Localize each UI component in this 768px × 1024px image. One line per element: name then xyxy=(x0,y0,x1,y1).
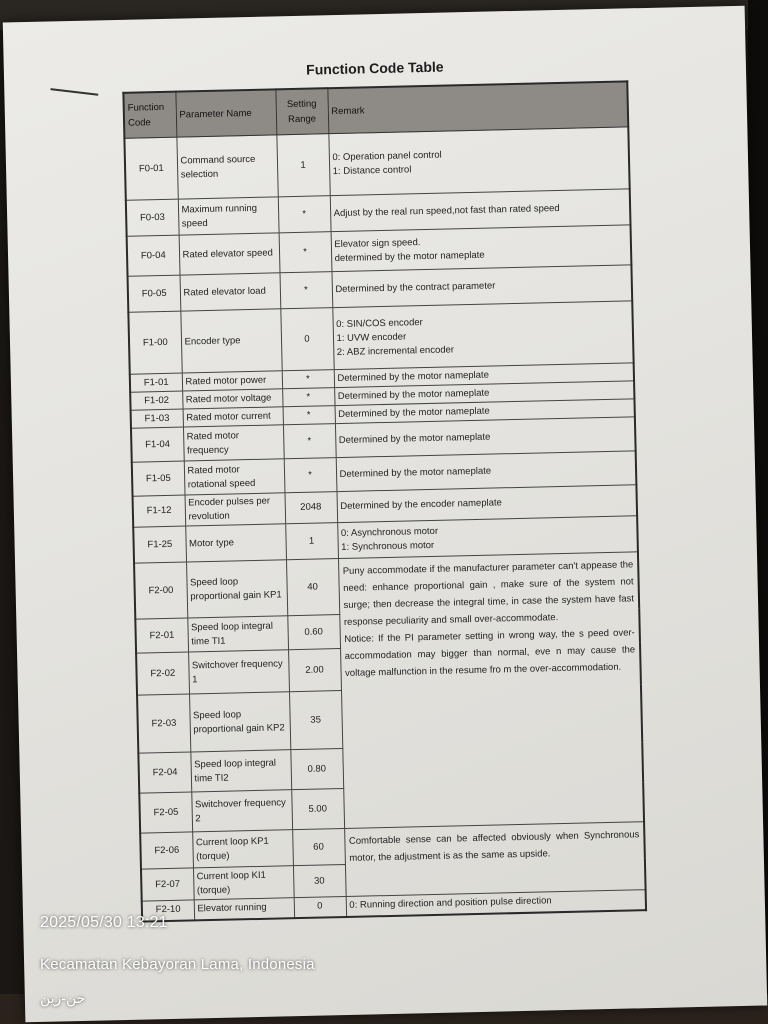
setting-range-cell: * xyxy=(282,388,334,407)
parameter-name-cell: Rated motor rotational speed xyxy=(184,459,285,495)
setting-range-cell: * xyxy=(284,458,337,493)
remark-line: 1: UVW encoder xyxy=(336,330,407,344)
remark-line: Determined by the motor nameplate xyxy=(337,387,490,402)
remark-line: Determined by the motor nameplate xyxy=(339,465,492,480)
function-code-cell: F1-25 xyxy=(133,526,186,563)
function-code-cell: F1-00 xyxy=(128,311,181,374)
setting-range-cell: * xyxy=(283,424,336,459)
function-code-cell: F0-05 xyxy=(128,275,181,312)
function-code-cell: F0-04 xyxy=(127,235,180,276)
remark-line: Determined by the motor nameplate xyxy=(338,431,491,446)
remark-cell: 0: Running direction and position pulse direction xyxy=(346,890,646,917)
function-code-cell: F1-02 xyxy=(130,391,182,410)
parameter-name-cell: Rated motor power xyxy=(182,371,282,391)
parameter-name-cell: Current loop KI1 (torque) xyxy=(193,866,294,900)
setting-range-cell: * xyxy=(280,272,333,309)
function-code-table xyxy=(122,80,647,922)
parameter-name-cell: Current loop KP1 (torque) xyxy=(192,830,293,868)
function-code-cell: F2-05 xyxy=(139,792,192,833)
function-code-cell: F2-02 xyxy=(136,652,189,695)
parameter-name-cell: Encoder type xyxy=(180,309,281,373)
current-remark-cell: Comfortable sense can be affected obviously when Synchronous motor, the adjustment is as the same as upside. xyxy=(344,822,645,897)
header-function-code: Function Code xyxy=(123,92,176,139)
header-parameter-name: Parameter Name xyxy=(175,89,276,137)
setting-range-cell: 30 xyxy=(293,864,346,897)
function-code-cell: F0-01 xyxy=(124,137,177,200)
parameter-name-cell: Maximum running speed xyxy=(178,197,279,235)
remark-line: 1: Distance control xyxy=(332,163,412,177)
function-code-cell: F1-12 xyxy=(133,495,186,527)
table-row xyxy=(134,552,639,619)
parameter-name-cell: Command source selection xyxy=(176,135,277,199)
setting-range-cell: 1 xyxy=(285,523,338,560)
function-code-cell: F0-03 xyxy=(126,199,179,236)
watermark-datetime: 2025/05/30 13:21 xyxy=(40,914,168,931)
remark-line: 1: Synchronous motor xyxy=(341,539,435,553)
header-remark: Remark xyxy=(327,81,628,133)
remark-cell xyxy=(328,127,629,196)
function-code-cell: F1-01 xyxy=(130,373,182,392)
remark-line: Determined by the motor nameplate xyxy=(338,405,490,420)
parameter-name-cell: Rated elevator load xyxy=(180,273,281,311)
remark-line: 0: Asynchronous motor xyxy=(340,525,439,539)
setting-range-cell: * xyxy=(282,370,334,389)
table-row xyxy=(128,301,633,374)
parameter-name-cell: Speed loop integral time TI2 xyxy=(190,750,291,792)
remark-line: 0: Operation panel control xyxy=(332,149,442,163)
parameter-name-cell: Speed loop proportional gain KP1 xyxy=(186,560,287,618)
parameter-name-cell: Rated motor frequency xyxy=(183,425,284,461)
pi-notice-text: Notice: If the PI parameter setting in wrong way, the s peed over-accommodation may bigger than normal, eve n may cause the voltage malfunction in the resume fro m the over-accommodation. xyxy=(344,627,636,679)
function-code-cell: F2-03 xyxy=(137,694,190,753)
remark-cell xyxy=(331,225,632,272)
setting-range-cell: * xyxy=(279,232,332,273)
setting-range-cell: 0 xyxy=(294,896,346,917)
table-row xyxy=(124,127,629,200)
setting-range-cell: 2048 xyxy=(284,492,337,524)
paper-sheet xyxy=(3,6,767,1023)
parameter-name-cell: Rated motor current xyxy=(183,407,283,427)
function-code-cell: F1-04 xyxy=(131,427,184,462)
header-setting-range: Setting Range xyxy=(275,88,328,135)
function-code-cell: F2-07 xyxy=(141,868,194,901)
function-code-cell: F2-06 xyxy=(140,832,193,869)
setting-range-cell: 35 xyxy=(289,691,342,750)
function-code-cell: F1-05 xyxy=(132,461,185,496)
function-code-cell: F2-10 xyxy=(142,900,194,921)
function-code-cell: F2-00 xyxy=(134,562,187,619)
parameter-name-cell: Speed loop integral time TI1 xyxy=(187,616,288,652)
watermark-name: حن-زين xyxy=(40,990,86,1006)
setting-range-cell: 40 xyxy=(286,559,339,616)
parameter-name-cell: Motor type xyxy=(185,524,286,562)
parameter-name-cell: Switchover frequency 2 xyxy=(191,790,292,832)
parameter-name-cell: Encoder pulses per revolution xyxy=(185,493,286,526)
setting-range-cell: 1 xyxy=(276,134,329,197)
setting-range-cell: 0.60 xyxy=(287,615,340,650)
remark-line: Determined by the motor nameplate xyxy=(337,369,490,384)
setting-range-cell: 0.80 xyxy=(290,749,343,790)
table-body xyxy=(124,127,646,921)
setting-range-cell: 5.00 xyxy=(291,789,344,830)
parameter-name-cell: Rated motor voltage xyxy=(182,389,282,409)
function-code-cell: F2-04 xyxy=(138,752,191,793)
remark-line: Elevator sign speed. xyxy=(334,236,421,250)
remark-line: 0: SIN/COS encoder xyxy=(336,316,423,330)
remark-line: Determined by the encoder nameplate xyxy=(340,497,503,513)
parameter-name-cell: Switchover frequency 1 xyxy=(188,650,289,694)
remark-line: Determined by the contract parameter xyxy=(335,279,496,295)
setting-range-cell: * xyxy=(278,196,331,233)
setting-range-cell: 0 xyxy=(280,308,333,371)
setting-range-cell: 2.00 xyxy=(288,649,341,692)
parameter-name-cell: Rated elevator speed xyxy=(179,233,280,275)
setting-range-cell: 60 xyxy=(292,829,345,866)
pi-remark-cell xyxy=(338,552,644,829)
pen-mark xyxy=(50,88,98,96)
remark-line: determined by the motor nameplate xyxy=(334,249,485,264)
watermark-location: Kecamatan Kebayoran Lama, Indonesia xyxy=(40,956,315,973)
setting-range-cell: * xyxy=(283,406,335,425)
remark-cell xyxy=(332,301,633,370)
table-title: Function Code Table xyxy=(306,58,444,78)
parameter-name-cell: Elevator running xyxy=(194,898,294,920)
remark-line: Adjust by the real run speed,not fast than rated speed xyxy=(333,202,560,219)
function-code-cell: F1-03 xyxy=(131,409,183,428)
pi-remark-text: Puny accommodate if the manufacturer parameter can't appease the need: enhance proportional gain , make sure of the system not surge; then decrease the integral time, in case the system have fast response peculiarity and small over-accommodate. xyxy=(342,559,635,628)
remark-line: 2: ABZ incremental encoder xyxy=(336,343,455,358)
function-code-cell: F2-01 xyxy=(135,618,188,653)
parameter-name-cell: Speed loop proportional gain KP2 xyxy=(189,692,290,752)
